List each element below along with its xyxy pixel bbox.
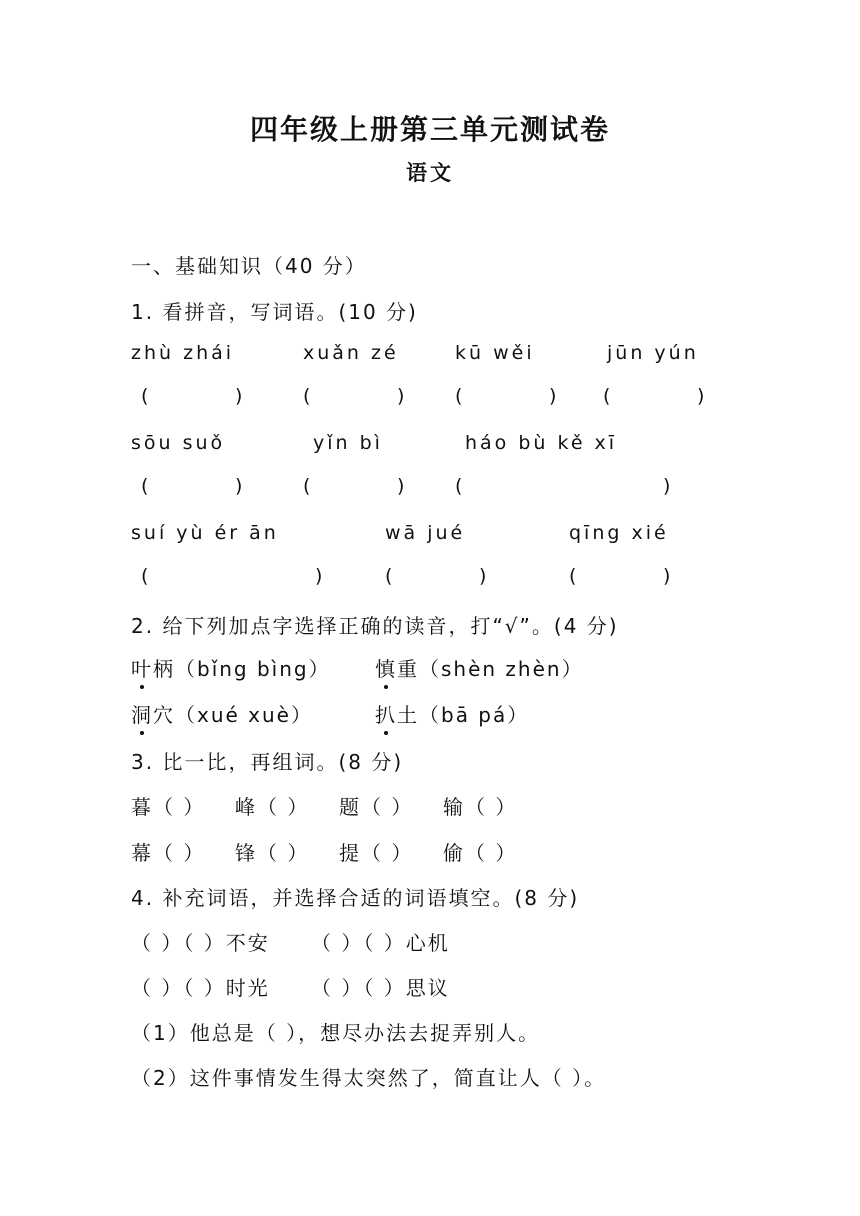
compare-word: 题（ ） [339, 795, 414, 819]
pinyin-item: wā jué [385, 522, 466, 544]
compare-word: 峰（ ） [235, 795, 310, 819]
answer-paren-right: ) [315, 565, 323, 587]
idiom-blank: （ ）（ ）心机 [311, 931, 450, 955]
pinyin-item: zhù zhái [131, 342, 235, 364]
reading-options: 土（bā pá） [397, 703, 530, 727]
answer-paren-right: ) [397, 475, 405, 497]
pinyin-item: qīng xié [569, 522, 669, 544]
dotted-char: 洞 [131, 699, 153, 728]
question-4-heading: 4. 补充词语，并选择合适的词语填空。(8 分) [131, 886, 580, 910]
fill-sentence: （2）这件事情发生得太突然了，简直让人（ ）。 [131, 1066, 607, 1090]
pinyin-item: sōu suǒ [131, 432, 226, 454]
answer-paren-left: ( [141, 475, 149, 497]
dotted-char: 扒 [375, 699, 397, 728]
reading-choice [131, 653, 331, 682]
idiom-blank: （ ）（ ）思议 [311, 976, 450, 1000]
reading-choice [131, 699, 313, 728]
answer-paren-right: ) [663, 475, 671, 497]
page-subtitle: 语文 [406, 160, 454, 185]
pinyin-item: suí yù ér ān [131, 522, 279, 544]
compare-word: 幕（ ） [131, 841, 206, 865]
reading-choice [375, 653, 584, 682]
compare-word: 暮（ ） [131, 795, 206, 819]
pinyin-item: kū wěi [455, 342, 535, 364]
dotted-char: 叶 [131, 653, 153, 682]
answer-paren-right: ) [235, 385, 243, 407]
answer-paren-left: ( [303, 475, 311, 497]
reading-choice [375, 699, 529, 728]
answer-paren-right: ) [479, 565, 487, 587]
pinyin-item: jūn yún [607, 342, 699, 364]
answer-paren-left: ( [385, 565, 393, 587]
answer-paren-left: ( [603, 385, 611, 407]
answer-paren-right: ) [549, 385, 557, 407]
idiom-blank: （ ）（ ）不安 [131, 931, 270, 955]
answer-paren-right: ) [397, 385, 405, 407]
compare-word: 偷（ ） [443, 841, 518, 865]
reading-options: 柄（bǐng bìng） [153, 657, 331, 681]
reading-options: 穴（xué xuè） [153, 703, 313, 727]
pinyin-item: xuǎn zé [303, 342, 399, 364]
question-2-heading: 2. 给下列加点字选择正确的读音，打“√”。(4 分) [131, 614, 619, 638]
answer-paren-right: ) [663, 565, 671, 587]
pinyin-item: háo bù kě xī [465, 432, 618, 454]
answer-paren-right: ) [697, 385, 705, 407]
question-1-heading: 1. 看拼音，写词语。(10 分) [131, 300, 418, 324]
compare-word: 提（ ） [339, 841, 414, 865]
question-3-heading: 3. 比一比，再组词。(8 分) [131, 750, 404, 774]
fill-sentence: （1）他总是（ ），想尽办法去捉弄别人。 [131, 1021, 541, 1045]
answer-paren-left: ( [141, 565, 149, 587]
dotted-char: 慎 [375, 653, 397, 682]
page-title: 四年级上册第三单元测试卷 [249, 113, 610, 146]
answer-paren-left: ( [569, 565, 577, 587]
idiom-blank: （ ）（ ）时光 [131, 976, 270, 1000]
answer-paren-left: ( [141, 385, 149, 407]
section-heading: 一、基础知识（40 分） [131, 254, 367, 278]
answer-paren-left: ( [455, 385, 463, 407]
answer-paren-left: ( [455, 475, 463, 497]
answer-paren-right: ) [235, 475, 243, 497]
compare-word: 输（ ） [443, 795, 518, 819]
pinyin-item: yǐn bì [313, 432, 383, 454]
reading-options: 重（shèn zhèn） [397, 657, 584, 681]
compare-word: 锋（ ） [235, 841, 310, 865]
answer-paren-left: ( [303, 385, 311, 407]
